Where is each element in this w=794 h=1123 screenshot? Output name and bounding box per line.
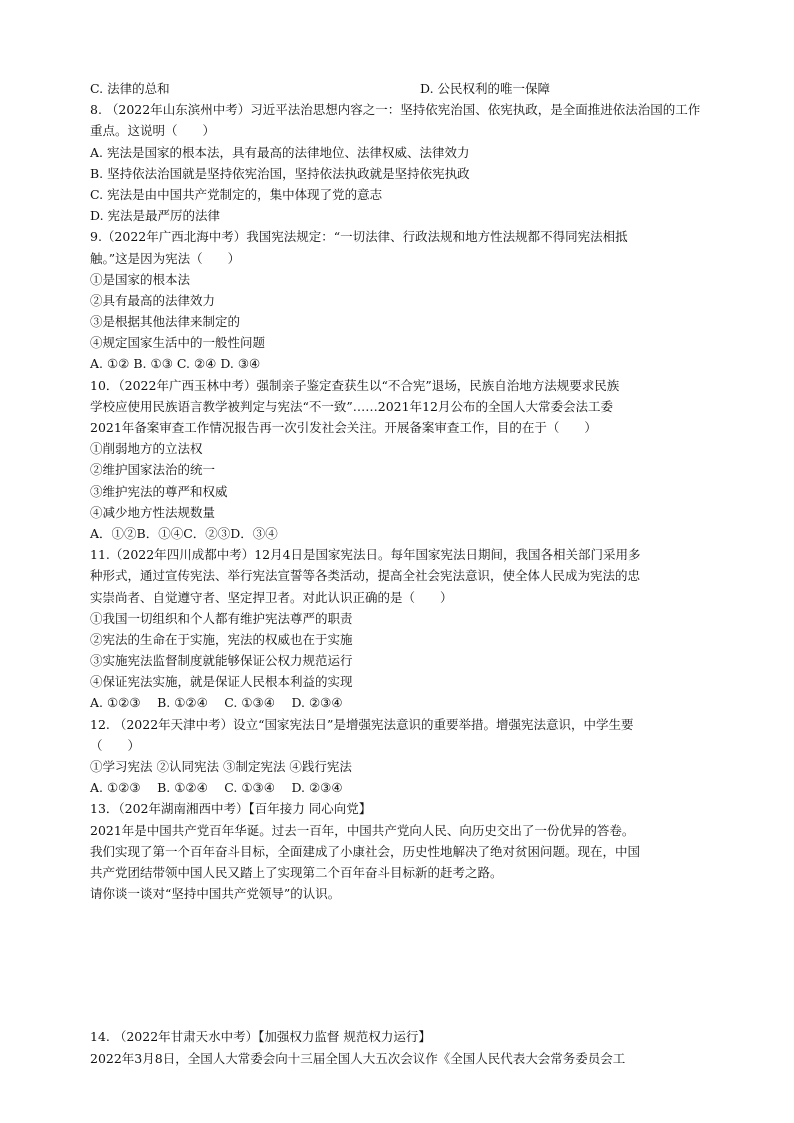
- q10-item-1: ①削弱地方的立法权: [90, 441, 203, 457]
- q9-answers: A. ①② B. ①③ C. ②④ D. ③④: [90, 356, 261, 372]
- q13-question: 请你谈一谈对“坚持中国共产党领导”的认识。: [90, 886, 341, 902]
- q11-stem-line-3: 实崇尚者、自觉遵守者、坚定捍卫者。对此认识正确的是（ ）: [90, 589, 453, 605]
- q12-items: ①学习宪法 ②认同宪法 ③制定宪法 ④践行宪法: [90, 759, 352, 775]
- q13-para-line-1: 2021年是中国共产党百年华诞。过去一百年，中国共产党向人民、向历史交出了一份优异的答卷。: [90, 822, 635, 838]
- q10-item-3: ③维护宪法的尊严和权威: [90, 483, 228, 499]
- q10-stem-line-3: 2021年备案审查工作情况报告再一次引发社会关注。开展备案审查工作，目的在于（ ）: [90, 420, 597, 436]
- q13-para-line-3: 共产党团结带领中国人民又踏上了实现第二个百年奋斗目标新的赶考之路。: [90, 864, 503, 880]
- q11-item-4: ④保证宪法实施，就是保证人民根本利益的实现: [90, 674, 353, 690]
- q11-item-2: ②宪法的生命在于实施，宪法的权威也在于实施: [90, 631, 353, 647]
- q7-option-c: C. 法律的总和: [90, 81, 170, 96]
- q13-para-line-2: 我们实现了第一个百年奋斗目标，全面建成了小康社会，历史性地解决了绝对贫困问题。现在，中国: [90, 843, 641, 859]
- q11-item-1: ①我国一切组织和个人都有维护宪法尊严的职责: [90, 610, 353, 626]
- exam-page: [90, 78, 710, 1069]
- q14-stem: 14. （2022年甘肃天水中考）【加强权力监督 规范权力运行】: [90, 1029, 431, 1045]
- q8-stem: 8. （2022年山东滨州中考）习近平法治思想内容之一：坚持依宪治国、依宪执政，是全面推进依法治国的工作重点。这说明（ ）: [90, 102, 701, 139]
- q7-options-row: [90, 78, 710, 99]
- q7-option-d: D. 公民权利的唯一保障: [420, 81, 551, 96]
- q11-stem-line-2: 种形式，通过宣传宪法、举行宪法宣誓等各类活动，提高全社会宪法意识，使全体人民成为宪法的忠: [90, 568, 641, 584]
- q9-item-1: ①是国家的根本法: [90, 271, 191, 287]
- q12-stem-line-1: 12. （2022年天津中考）设立“国家宪法日”是增强宪法意识的重要举措。增强宪法意识，中学生要: [90, 716, 634, 732]
- q9-item-3: ③是根据其他法律来制定的: [90, 314, 241, 330]
- q11-stem-line-1: 11.（2022年四川成都中考）12月4日是国家宪法日。每年国家宪法日期间，我国各相关部门采用多: [90, 547, 641, 563]
- q8-option-a: A. 宪法是国家的根本法，具有最高的法律地位、法律权威、法律效力: [90, 144, 470, 160]
- q11-answers: A. ①②③ B. ①②④ C. ①③④ D. ②③④: [90, 695, 343, 711]
- q10-stem-line-2: 学校应使用民族语言教学被判定与宪法“不一致”……2021年12月公布的全国人大常委会法工委: [90, 398, 613, 414]
- q9-stem-line-1: 9.（2022年广西北海中考）我国宪法规定：“一切法律、行政法规和地方性法规都不得同宪法相抵: [90, 229, 628, 245]
- q12-stem-line-2: （ ）: [90, 737, 141, 753]
- q8-option-c: C. 宪法是由中国共产党制定的，集中体现了党的意志: [90, 186, 383, 202]
- q9-stem-line-2: 触。”这是因为宪法（ ）: [90, 250, 241, 266]
- q10-answers: A．①②B．①④C．②③D．③④: [90, 525, 278, 541]
- q12-answers: A. ①②③ B. ①②④ C. ①③④ D. ②③④: [90, 780, 343, 796]
- q10-item-4: ④减少地方性法规数量: [90, 504, 216, 520]
- q11-item-3: ③实施宪法监督制度就能够保证公权力规范运行: [90, 653, 353, 669]
- q10-stem-line-1: 10．（2022年广西玉林中考）强制亲子鉴定查获生以“不合宪”退场，民族自治地方法规要求民族: [90, 377, 620, 393]
- q13-stem: 13．（202年湖南湘西中考）【百年接力 同心向党】: [90, 801, 372, 817]
- q8-option-d: D. 宪法是最严厉的法律: [90, 208, 221, 224]
- q10-item-2: ②维护国家法治的统一: [90, 462, 216, 478]
- answer-space: [90, 904, 710, 1026]
- q14-para-line-1: 2022年3月8日，全国人大常委会向十三届全国人大五次会议作《全国人民代表大会常务委员会工: [90, 1050, 626, 1066]
- q8-option-b: B. 坚持依法治国就是坚持依宪治国，坚持依法执政就是坚持依宪执政: [90, 165, 470, 181]
- q9-item-2: ②具有最高的法律效力: [90, 292, 216, 308]
- q9-item-4: ④规定国家生活中的一般性问题: [90, 335, 266, 351]
